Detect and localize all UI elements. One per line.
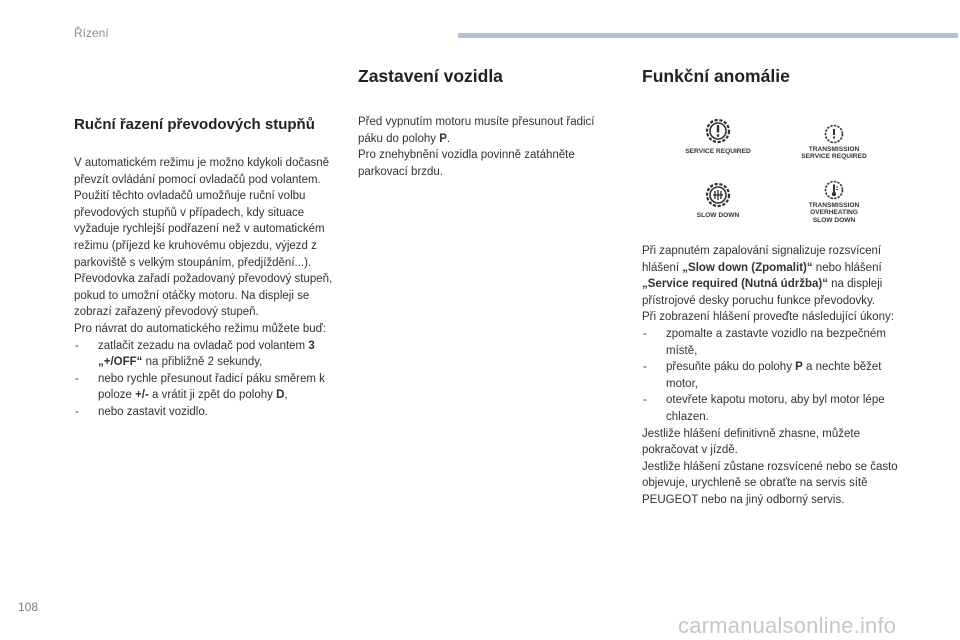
malfunction-body bbox=[642, 243, 910, 509]
header-bar bbox=[458, 33, 958, 38]
warning-label: TRANSMISSION OVERHEATING SLOW DOWN bbox=[808, 202, 860, 224]
manual-shift-body bbox=[74, 155, 340, 421]
warning-label: TRANSMISSION SERVICE REQUIRED bbox=[801, 146, 867, 161]
list-item: - otevřete kapotu motoru, aby byl motor lépe chlazen. bbox=[642, 392, 910, 425]
transmission-warning-icon bbox=[824, 124, 844, 144]
paragraph: Jestliže hlášení definitivně zhasne, můžete pokračovat v jízdě. bbox=[642, 427, 860, 457]
malfunction-heading: Funkční anomálie bbox=[642, 66, 790, 86]
warning-transmission-overheating bbox=[786, 180, 882, 224]
paragraph: Pro návrat do automatického režimu můžete buď: bbox=[74, 322, 326, 335]
list-item: - nebo zastavit vozidlo. bbox=[74, 404, 340, 421]
paragraph: Jestliže hlášení zůstane rozsvícené nebo se často objevuje, urychleně se obraťte na servis sítě PEUGEOT nebo na jiný odborný servis. bbox=[642, 460, 898, 506]
list-item: - nebo rychle přesunout řadicí páku směrem k poloze +/- a vrátit ji zpět do polohy D, bbox=[74, 371, 340, 404]
list-item: - přesuňte páku do polohy P a nechte běžet motor, bbox=[642, 359, 910, 392]
warning-label: SERVICE REQUIRED bbox=[685, 148, 751, 155]
paragraph: Při zobrazení hlášení proveďte následující úkony: bbox=[642, 311, 894, 324]
warning-slow-down bbox=[680, 180, 756, 219]
watermark: carmanualsonline.info bbox=[678, 613, 897, 638]
paragraph: Při zapnutém zapalování signalizuje rozsvícení hlášení „Slow down (Zpomalit)“ nebo hlášení „Service required (Nutná údržba)“ na displeji přístrojové desky poruchu funkce převodovky. bbox=[642, 245, 883, 307]
paragraph: Pro znehybnění vozidla povinně zatáhněte parkovací brzdu. bbox=[358, 149, 575, 178]
manual-shift-heading: Ruční řazení převodových stupňů bbox=[74, 116, 315, 133]
list-item: - zpomalte a zastavte vozidlo na bezpečném místě, bbox=[642, 326, 910, 359]
section-title: Řízení bbox=[74, 26, 109, 40]
list-item: - zatlačit zezadu na ovladač pod volantem 3 „+/OFF“ na přibližně 2 sekundy, bbox=[74, 338, 340, 371]
paragraph: Před vypnutím motoru musíte přesunout řadicí páku do polohy P. bbox=[358, 116, 595, 145]
warning-service-required bbox=[676, 116, 760, 155]
stopping-body bbox=[358, 114, 620, 180]
paragraph: Použití těchto ovladačů umožňuje ruční volbu převodových stupňů v případech, kdy situace vyžaduje rychlejší podřazení než v automatickém režimu (příjezd ke kruhovému objezdu, výjezd z parkoviště s velkým stoupáním, předjíždění...). bbox=[74, 190, 325, 269]
page-number: 108 bbox=[18, 600, 39, 614]
transmission-overheating-icon bbox=[824, 180, 844, 200]
service-gear-warning-icon bbox=[704, 116, 732, 146]
warning-messages bbox=[676, 116, 886, 236]
stopping-heading: Zastavení vozidla bbox=[358, 66, 503, 86]
slow-down-gear-warning-icon bbox=[704, 180, 732, 210]
paragraph: Převodovka zařadí požadovaný převodový stupeň, pokud to umožní otáčky motoru. Na displeji se zobrazí zařazený převodový stupeň. bbox=[74, 273, 333, 319]
warning-label: SLOW DOWN bbox=[696, 212, 740, 219]
warning-transmission-service bbox=[782, 124, 886, 161]
paragraph: V automatickém režimu je možno kdykoli dočasně převzít ovládání pomocí ovladačů pod volantem. bbox=[74, 157, 330, 186]
